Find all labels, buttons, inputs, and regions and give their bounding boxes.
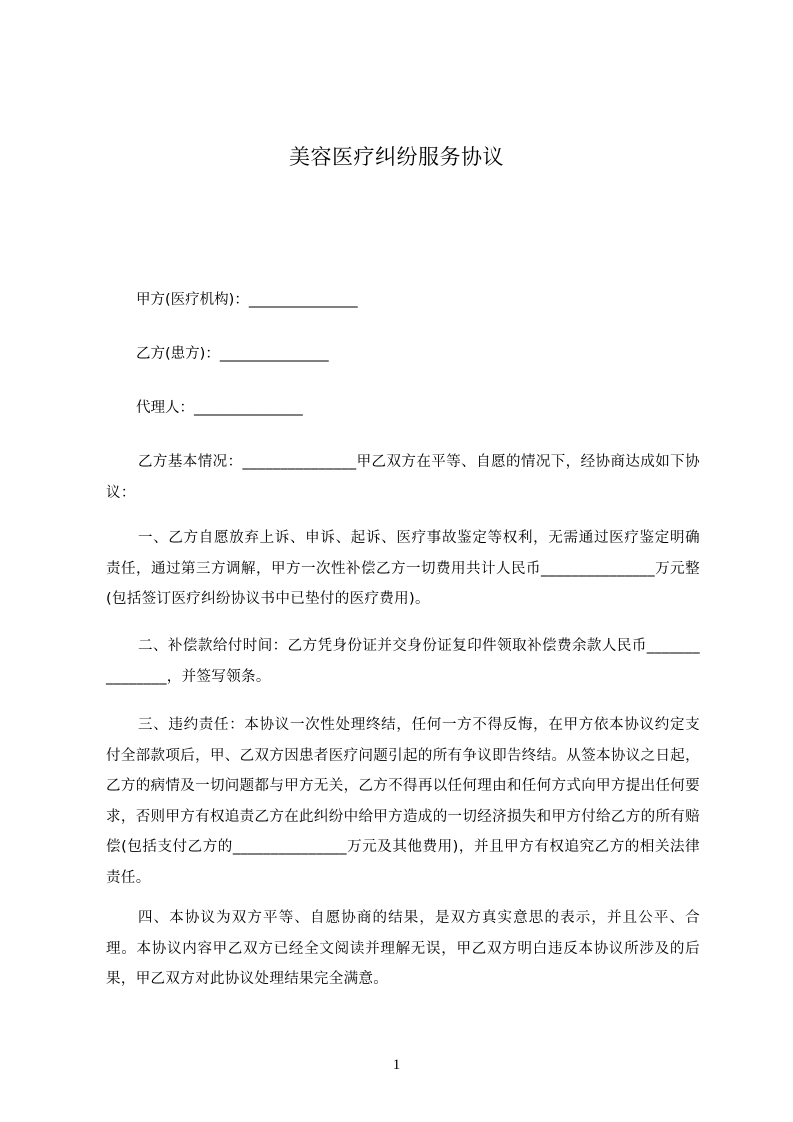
clause-3-paragraph: 三、违约责任：本协议一次性处理终结，任何一方不得反悔，在甲方依本协议约定支付全部款项后，甲、乙双方因患者医疗问题引起的所有争议即告终结。从签本协议之日起，乙方的病情及一切问题都与甲方无关，乙方不得再以任何理由和任何方式向甲方提出任何要求，否则甲方有权追责乙方在此纠纷中给甲方造成的一切经济损失和甲方付给乙方的所有赔偿(包括支付乙方的_______________万元及其他费用)，并且甲方有权追究乙方的相关法律责任。 — [106, 717, 700, 886]
page-number: 1 — [392, 1057, 401, 1073]
basic-info-paragraph: 乙方基本情况：_______________甲乙双方在平等、自愿的情况下，经协商达成如下协议： — [106, 454, 700, 501]
party-a-line: 甲方(医疗机构)：_______________ — [136, 292, 358, 308]
document-title: 美容医疗纠纷服务协议 — [289, 145, 504, 169]
agent-line: 代理人：_______________ — [136, 400, 303, 416]
clause-2-paragraph: 二、补偿款给付时间：乙方凭身份证并交身份证复印件领取补偿费余款人民币_______________，并签写领条。 — [106, 638, 700, 685]
party-b-line: 乙方(患方)：_______________ — [136, 346, 329, 362]
clause-1-paragraph: 一、乙方自愿放弃上诉、申诉、起诉、医疗事故鉴定等权利，无需通过医疗鉴定明确责任，通过第三方调解，甲方一次性补偿乙方一切费用共计人民币_______________万元整(包括签订医疗纠纷协议书中已垫付的医疗费用)。 — [106, 530, 700, 607]
clause-4-paragraph: 四、本协议为双方平等、自愿协商的结果，是双方真实意思的表示，并且公平、合理。本协议内容甲乙双方已经全文阅读并理解无误，甲乙双方明白违反本协议所涉及的后果，甲乙双方对此协议处理结果完全满意。 — [106, 910, 700, 987]
